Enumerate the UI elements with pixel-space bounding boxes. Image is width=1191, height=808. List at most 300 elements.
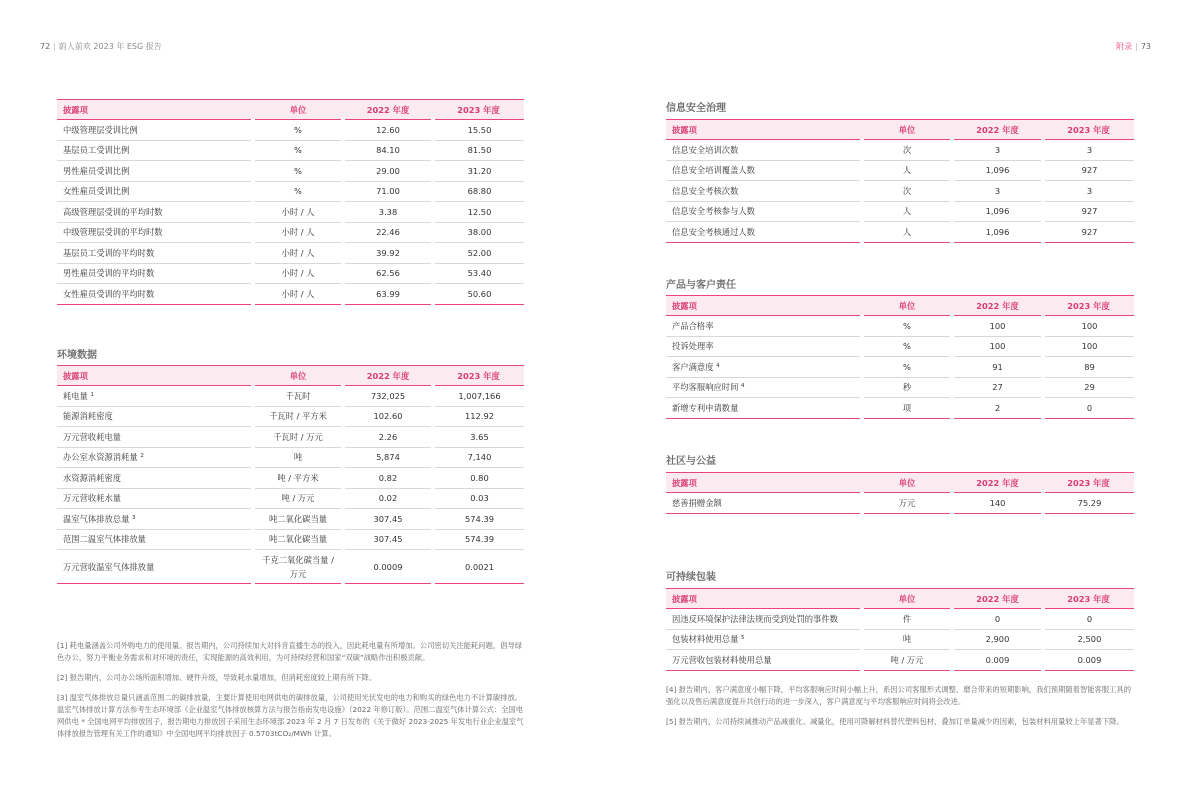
row-item-text: 产品合格率	[672, 320, 714, 331]
section-title-product: 产品与客户责任	[666, 280, 736, 291]
row-value-2022	[343, 550, 433, 584]
row-value-2022	[952, 650, 1043, 671]
footnote-5: [5] 报告期内，公司持续减推动产品减重化、减量化，使用可降解材料替代塑料包材，叠加订单量减少的因素，包装材料用量较上年显著下降。	[666, 717, 1124, 726]
row-item-text: 包装材料使用总量	[672, 634, 739, 645]
row-value-2022	[343, 161, 433, 182]
row-value-2022-text: 2	[994, 402, 1001, 413]
row-value-2022-text: 732,025	[370, 390, 406, 401]
row-value-2022-text: 0.82	[378, 472, 398, 483]
row-value-2022	[952, 222, 1043, 243]
row-unit-text: 吨 / 万元	[281, 493, 315, 504]
row-item	[57, 140, 253, 161]
row-unit-text: 次	[902, 144, 912, 155]
footnote-marker: 1	[90, 391, 95, 398]
row-value-2023	[433, 447, 524, 468]
row-value-2023	[1043, 316, 1134, 337]
row-unit	[253, 140, 343, 161]
row-unit	[862, 398, 952, 419]
row-value-2023-text: 0	[1086, 402, 1093, 413]
row-item	[57, 222, 253, 243]
header-2022: 2022 年度	[343, 100, 433, 120]
row-value-2023-text: 574.39	[464, 513, 495, 524]
row-value-2023	[1043, 336, 1134, 357]
row-value-2023	[433, 202, 524, 223]
row-item-text: 基层员工受训的平均时数	[63, 247, 155, 258]
row-unit	[862, 357, 952, 378]
table-row	[666, 222, 1134, 243]
table-row	[666, 201, 1134, 222]
header-2023: 2023 年度	[1043, 589, 1134, 609]
row-value-2022	[343, 406, 433, 427]
row-value-2022-text: 307.45	[373, 534, 403, 545]
row-unit-text: 吨二氧化碳当量	[268, 513, 328, 524]
row-value-2022	[343, 263, 433, 284]
row-value-2022-text: 71.00	[376, 186, 400, 197]
row-value-2022-text: 39.92	[376, 247, 400, 258]
page-header-right: 附录 | 73	[1116, 42, 1151, 51]
row-value-2023	[433, 243, 524, 264]
row-item-text: 信息安全培训覆盖人数	[672, 165, 755, 176]
row-item	[57, 447, 253, 468]
row-item	[666, 493, 862, 514]
row-value-2022-text: 91	[992, 361, 1003, 372]
row-item-text: 万元营收耗水量	[63, 493, 122, 504]
row-unit-text: %	[903, 341, 911, 352]
row-value-2022-text: 1,096	[985, 226, 1010, 237]
table-row	[57, 243, 524, 264]
row-value-2022-text: 0	[994, 613, 1001, 624]
row-value-2022-text: 102.60	[373, 411, 403, 422]
row-item	[57, 181, 253, 202]
row-unit-text: 吨二氧化碳当量	[268, 534, 328, 545]
header-item: 披露项	[666, 589, 862, 609]
table-header-row	[666, 296, 1134, 316]
row-value-2022	[343, 222, 433, 243]
header-2022: 2022 年度	[952, 589, 1043, 609]
row-unit	[862, 629, 952, 650]
row-value-2023	[1043, 398, 1134, 419]
row-item-text: 信息安全考核参与人数	[672, 206, 755, 217]
row-value-2023-text: 52.00	[467, 247, 492, 258]
row-value-2023	[433, 529, 524, 550]
row-item-text: 中级管理层受训的平均时数	[63, 227, 163, 238]
row-value-2022-text: 1,096	[985, 165, 1010, 176]
row-unit-text: %	[294, 145, 302, 156]
row-item-text: 水资源消耗密度	[63, 472, 122, 483]
row-item-text: 女性雇员受训的平均时数	[63, 288, 155, 299]
header-unit: 单位	[253, 100, 343, 120]
row-item-text: 信息安全考核通过人数	[672, 226, 755, 237]
row-value-2023	[1043, 377, 1134, 398]
row-item-text: 耗电量	[63, 390, 88, 401]
row-value-2022-text: 29.00	[376, 165, 400, 176]
row-unit-text: 千瓦时	[285, 390, 311, 401]
row-unit	[862, 222, 952, 243]
table-row	[57, 427, 524, 448]
header-unit: 单位	[862, 473, 952, 493]
row-item	[57, 406, 253, 427]
row-value-2022-text: 100	[989, 341, 1006, 352]
row-value-2022	[343, 447, 433, 468]
row-value-2023	[1043, 222, 1134, 243]
section-title-community: 社区与公益	[666, 456, 716, 467]
footnote-3: [3] 温室气体排放总量只涵盖范围二的碳排放量，主要计算使用电网供电的碳排放量，公司使用光伏发电的电力和购买的绿色电力不计算碳排放。温室气体排放计算方法参考生态环境部《企业温室气体排放核算方法与报告指南发电设施》（2022 年修订版）。范围二温室气体计算公式：全国电网供电 * 全国电网平均排放因子，报告期电力排放因子采用生态环境部 2023 年 2 月 7 日发布的《关于做好 2023-2025 年发电行业企业温室气体排放报告管理有关工作的通知》中全国电网平均排放因子 0.5703tCO₂/MWh 计算。	[57, 693, 524, 738]
row-value-2023-text: 927	[1081, 226, 1098, 237]
row-item	[57, 488, 253, 509]
row-unit-text: 小时 / 人	[281, 206, 315, 217]
row-item	[666, 609, 862, 630]
row-value-2023	[433, 550, 524, 584]
appendix-label: 附录	[1116, 42, 1133, 51]
row-unit	[253, 222, 343, 243]
table-row	[57, 120, 524, 141]
row-item-text: 投诉处理率	[672, 341, 714, 352]
row-item	[57, 386, 253, 407]
table-row	[666, 377, 1134, 398]
row-value-2023	[433, 406, 524, 427]
row-item	[666, 650, 862, 671]
row-value-2022-text: 3.38	[378, 206, 398, 217]
section-title-packaging: 可持续包装	[666, 572, 716, 583]
row-item	[57, 427, 253, 448]
footnote-marker: 5	[741, 635, 745, 642]
table-row	[57, 468, 524, 489]
row-value-2023-text: 0.0021	[464, 561, 495, 572]
row-value-2022	[343, 427, 433, 448]
row-item-text: 办公室水资源消耗量	[63, 452, 138, 463]
row-value-2023-text: 3	[1086, 185, 1093, 196]
row-value-2023-text: 15.50	[467, 124, 492, 135]
header-unit: 单位	[862, 589, 952, 609]
page-number-left: 72	[40, 42, 51, 51]
row-unit-text: 吨	[293, 452, 303, 463]
row-value-2023	[1043, 201, 1134, 222]
row-value-2023-text: 1,007,166	[458, 390, 501, 401]
table-header-row	[666, 473, 1134, 493]
row-unit	[253, 468, 343, 489]
row-item-text: 信息安全培训次数	[672, 144, 739, 155]
notes-left	[57, 640, 524, 740]
row-value-2023	[433, 140, 524, 161]
header-item: 披露项	[666, 120, 862, 140]
row-item	[666, 140, 862, 161]
row-unit-text: 件	[902, 613, 912, 624]
row-item-text: 万元营收温室气体排放量	[63, 561, 155, 572]
row-value-2022-text: 12.60	[376, 124, 400, 135]
row-item-text: 慈善捐赠金额	[672, 497, 722, 508]
row-value-2023-text: 927	[1081, 165, 1098, 176]
row-unit	[253, 509, 343, 530]
row-value-2023	[1043, 609, 1134, 630]
row-value-2023-text: 75.29	[1077, 497, 1102, 508]
row-unit-text: %	[294, 186, 302, 197]
table-header-row	[57, 366, 524, 386]
header-2023: 2023 年度	[1043, 296, 1134, 316]
row-item-text: 中级管理层受训比例	[63, 124, 138, 135]
row-value-2022	[952, 201, 1043, 222]
row-value-2022-text: 2,900	[985, 634, 1010, 645]
row-value-2022	[952, 181, 1043, 202]
row-item	[57, 202, 253, 223]
row-unit	[862, 316, 952, 337]
footnote-2: [2] 报告期内，公司办公场所面积增加、硬件升级，导致耗水量增加，但消耗密度较上期有所下降。	[57, 673, 377, 682]
row-value-2023	[1043, 140, 1134, 161]
table-row	[666, 650, 1134, 671]
environment-table	[57, 365, 524, 584]
row-item	[666, 201, 862, 222]
table-row	[57, 488, 524, 509]
row-item	[57, 509, 253, 530]
row-item	[666, 160, 862, 181]
row-unit-text: 小时 / 人	[281, 247, 315, 258]
header-item: 披露项	[666, 473, 862, 493]
row-value-2023	[1043, 493, 1134, 514]
row-value-2022-text: 0.0009	[373, 561, 403, 572]
row-value-2023-text: 7,140	[467, 452, 492, 463]
table-row	[57, 529, 524, 550]
row-item	[57, 263, 253, 284]
row-unit	[253, 447, 343, 468]
row-item	[57, 550, 253, 584]
table-row	[666, 629, 1134, 650]
table-row	[57, 202, 524, 223]
header-unit: 单位	[862, 120, 952, 140]
row-value-2023	[1043, 629, 1134, 650]
row-item	[666, 336, 862, 357]
row-unit-text: 千克二氧化碳当量 / 万元	[262, 554, 334, 579]
row-item	[57, 161, 253, 182]
row-unit	[862, 336, 952, 357]
row-value-2022	[952, 609, 1043, 630]
table-row	[666, 336, 1134, 357]
row-unit	[862, 181, 952, 202]
row-value-2022-text: 27	[992, 382, 1003, 393]
row-item	[57, 120, 253, 141]
row-unit	[862, 140, 952, 161]
row-unit	[862, 493, 952, 514]
table-row	[666, 398, 1134, 419]
row-value-2022	[343, 284, 433, 305]
row-unit-text: %	[294, 124, 302, 135]
table-row	[666, 140, 1134, 161]
row-value-2022	[952, 357, 1043, 378]
row-unit-text: 项	[902, 402, 912, 413]
row-value-2022	[343, 529, 433, 550]
table-row	[57, 284, 524, 305]
row-unit	[862, 609, 952, 630]
row-value-2022	[952, 336, 1043, 357]
row-unit	[862, 160, 952, 181]
header-2022: 2022 年度	[952, 473, 1043, 493]
row-value-2022	[343, 202, 433, 223]
row-value-2023-text: 81.50	[467, 145, 492, 156]
row-value-2022	[952, 160, 1043, 181]
row-item-text: 高级管理层受训的平均时数	[63, 206, 163, 217]
row-unit-text: %	[903, 320, 911, 331]
notes-right	[666, 684, 1134, 728]
header-2022: 2022 年度	[952, 120, 1043, 140]
row-value-2022-text: 1,096	[985, 206, 1010, 217]
row-value-2023	[433, 386, 524, 407]
row-item-text: 客户满意度	[672, 361, 714, 372]
row-value-2022	[343, 140, 433, 161]
row-value-2023	[433, 468, 524, 489]
row-value-2022	[343, 181, 433, 202]
table-row	[666, 357, 1134, 378]
row-item	[666, 316, 862, 337]
row-unit	[253, 181, 343, 202]
row-value-2022-text: 0.009	[985, 654, 1010, 665]
header-2023: 2023 年度	[433, 100, 524, 120]
row-value-2023	[433, 427, 524, 448]
row-value-2023-text: 112.92	[464, 411, 495, 422]
row-value-2023	[1043, 160, 1134, 181]
section-title-info-security: 信息安全治理	[666, 103, 726, 114]
info-security-table	[666, 119, 1134, 243]
row-unit	[253, 550, 343, 584]
footnote-marker: 4	[716, 362, 720, 369]
page-header-left: 72 | 蔚人前欢 2023 年 ESG 报告	[40, 42, 162, 51]
row-value-2022-text: 3	[994, 144, 1001, 155]
row-item	[666, 181, 862, 202]
table-row	[57, 222, 524, 243]
row-unit-text: 人	[902, 206, 912, 217]
row-unit-text: 小时 / 人	[281, 288, 315, 299]
row-unit	[253, 120, 343, 141]
row-value-2023	[433, 284, 524, 305]
footnote-marker: 2	[140, 453, 144, 460]
row-value-2023	[433, 120, 524, 141]
header-2023: 2023 年度	[1043, 473, 1134, 493]
row-unit	[253, 263, 343, 284]
table-header-row	[57, 100, 524, 120]
row-item-text: 男性雇员受训比例	[63, 165, 130, 176]
row-item-text: 女性雇员受训比例	[63, 186, 130, 197]
header-item: 披露项	[57, 366, 253, 386]
row-value-2023-text: 0.03	[470, 493, 489, 504]
row-unit	[253, 243, 343, 264]
row-value-2022-text: 307.45	[373, 513, 403, 524]
row-item-text: 信息安全考核次数	[672, 185, 739, 196]
row-unit	[253, 529, 343, 550]
row-unit	[253, 427, 343, 448]
table-row	[666, 181, 1134, 202]
row-value-2023-text: 50.60	[467, 288, 492, 299]
row-value-2023	[1043, 650, 1134, 671]
row-value-2022-text: 140	[989, 497, 1006, 508]
row-unit	[862, 650, 952, 671]
row-item-text: 万元营收耗电量	[63, 431, 122, 442]
row-value-2022	[343, 509, 433, 530]
row-item	[666, 377, 862, 398]
row-unit	[862, 377, 952, 398]
row-value-2023	[1043, 357, 1134, 378]
row-item	[57, 284, 253, 305]
row-unit-text: 千瓦时 / 平方米	[269, 411, 327, 422]
header-2023: 2023 年度	[433, 366, 524, 386]
table-row	[57, 161, 524, 182]
row-unit-text: 吨	[902, 634, 912, 645]
header-unit: 单位	[253, 366, 343, 386]
table-row	[57, 181, 524, 202]
header-2022: 2022 年度	[343, 366, 433, 386]
header-unit: 单位	[862, 296, 952, 316]
row-value-2022	[952, 377, 1043, 398]
row-unit-text: 人	[902, 165, 912, 176]
row-value-2023	[433, 161, 524, 182]
row-unit	[253, 284, 343, 305]
table-header-row	[666, 120, 1134, 140]
row-value-2022	[952, 316, 1043, 337]
row-item-text: 平均客服响应时间	[672, 382, 739, 393]
row-unit	[253, 202, 343, 223]
footnote-1: [1] 耗电量涵盖公司外购电力的使用量。报告期内，公司持续加大对抖音直播生态的投入，因此耗电量有所增加。公司密切关注能耗问题，倡导绿色办公，努力平衡业务需求和对环境的责任，实现能源的高效利用，为可持续经营和国家“双碳”战略作出积极贡献。	[57, 641, 523, 662]
footnote-marker: 3	[132, 514, 136, 521]
row-value-2023-text: 100	[1081, 341, 1098, 352]
packaging-table	[666, 588, 1134, 671]
row-item	[666, 629, 862, 650]
row-unit	[253, 406, 343, 427]
row-item-text: 温室气体排放总量	[63, 513, 130, 524]
table-row	[666, 160, 1134, 181]
row-value-2022-text: 22.46	[376, 227, 400, 238]
row-unit	[253, 161, 343, 182]
header-2023: 2023 年度	[1043, 120, 1134, 140]
row-value-2022-text: 63.99	[376, 288, 400, 299]
row-item	[666, 357, 862, 378]
row-item-text: 能源消耗密度	[63, 411, 113, 422]
row-value-2023-text: 574.39	[464, 534, 495, 545]
row-value-2022-text: 100	[989, 320, 1006, 331]
header-2022: 2022 年度	[952, 296, 1043, 316]
row-value-2023	[433, 222, 524, 243]
row-value-2023-text: 0.009	[1077, 654, 1102, 665]
row-item	[666, 398, 862, 419]
row-value-2022	[952, 629, 1043, 650]
table-row	[57, 406, 524, 427]
row-value-2022	[343, 120, 433, 141]
row-value-2022	[343, 386, 433, 407]
row-value-2023-text: 31.20	[467, 165, 492, 176]
row-unit-text: 人	[902, 226, 912, 237]
row-value-2023-text: 38.00	[467, 227, 492, 238]
row-unit-text: 秒	[902, 382, 912, 393]
footnote-4: [4] 报告期内，客户满意度小幅下降，平均客服响应时间小幅上升，系因公司客服形式调整、磨合带来的短期影响，我们预期随着智能客服工具的强化以及售后满意度提升共创行动的进一步深入，客户满意度与平均客服响应时间将会改进。	[666, 685, 1132, 706]
table-row	[666, 316, 1134, 337]
row-unit-text: 万元	[898, 497, 916, 508]
row-value-2022	[343, 488, 433, 509]
row-value-2023	[433, 263, 524, 284]
row-value-2023-text: 3	[1086, 144, 1093, 155]
row-item-text: 因违反环境保护法律法规而受到处罚的事件数	[672, 613, 838, 624]
row-value-2022-text: 0.02	[378, 493, 398, 504]
table-row	[57, 386, 524, 407]
row-value-2022-text: 5,874	[376, 452, 400, 463]
row-value-2023-text: 3.65	[470, 431, 489, 442]
training-table	[57, 99, 524, 305]
row-unit-text: %	[903, 361, 911, 372]
page-number-right: 73	[1140, 42, 1151, 51]
row-value-2022-text: 3	[994, 185, 1001, 196]
row-item-text: 男性雇员受训的平均时数	[63, 268, 155, 279]
row-value-2023-text: 927	[1081, 206, 1098, 217]
row-item-text: 万元营收包装材料使用总量	[672, 654, 772, 665]
row-value-2023-text: 2,500	[1077, 634, 1102, 645]
row-value-2022	[343, 468, 433, 489]
row-unit-text: 千瓦时 / 万元	[273, 431, 323, 442]
row-value-2023	[433, 488, 524, 509]
row-value-2023-text: 0	[1086, 613, 1093, 624]
